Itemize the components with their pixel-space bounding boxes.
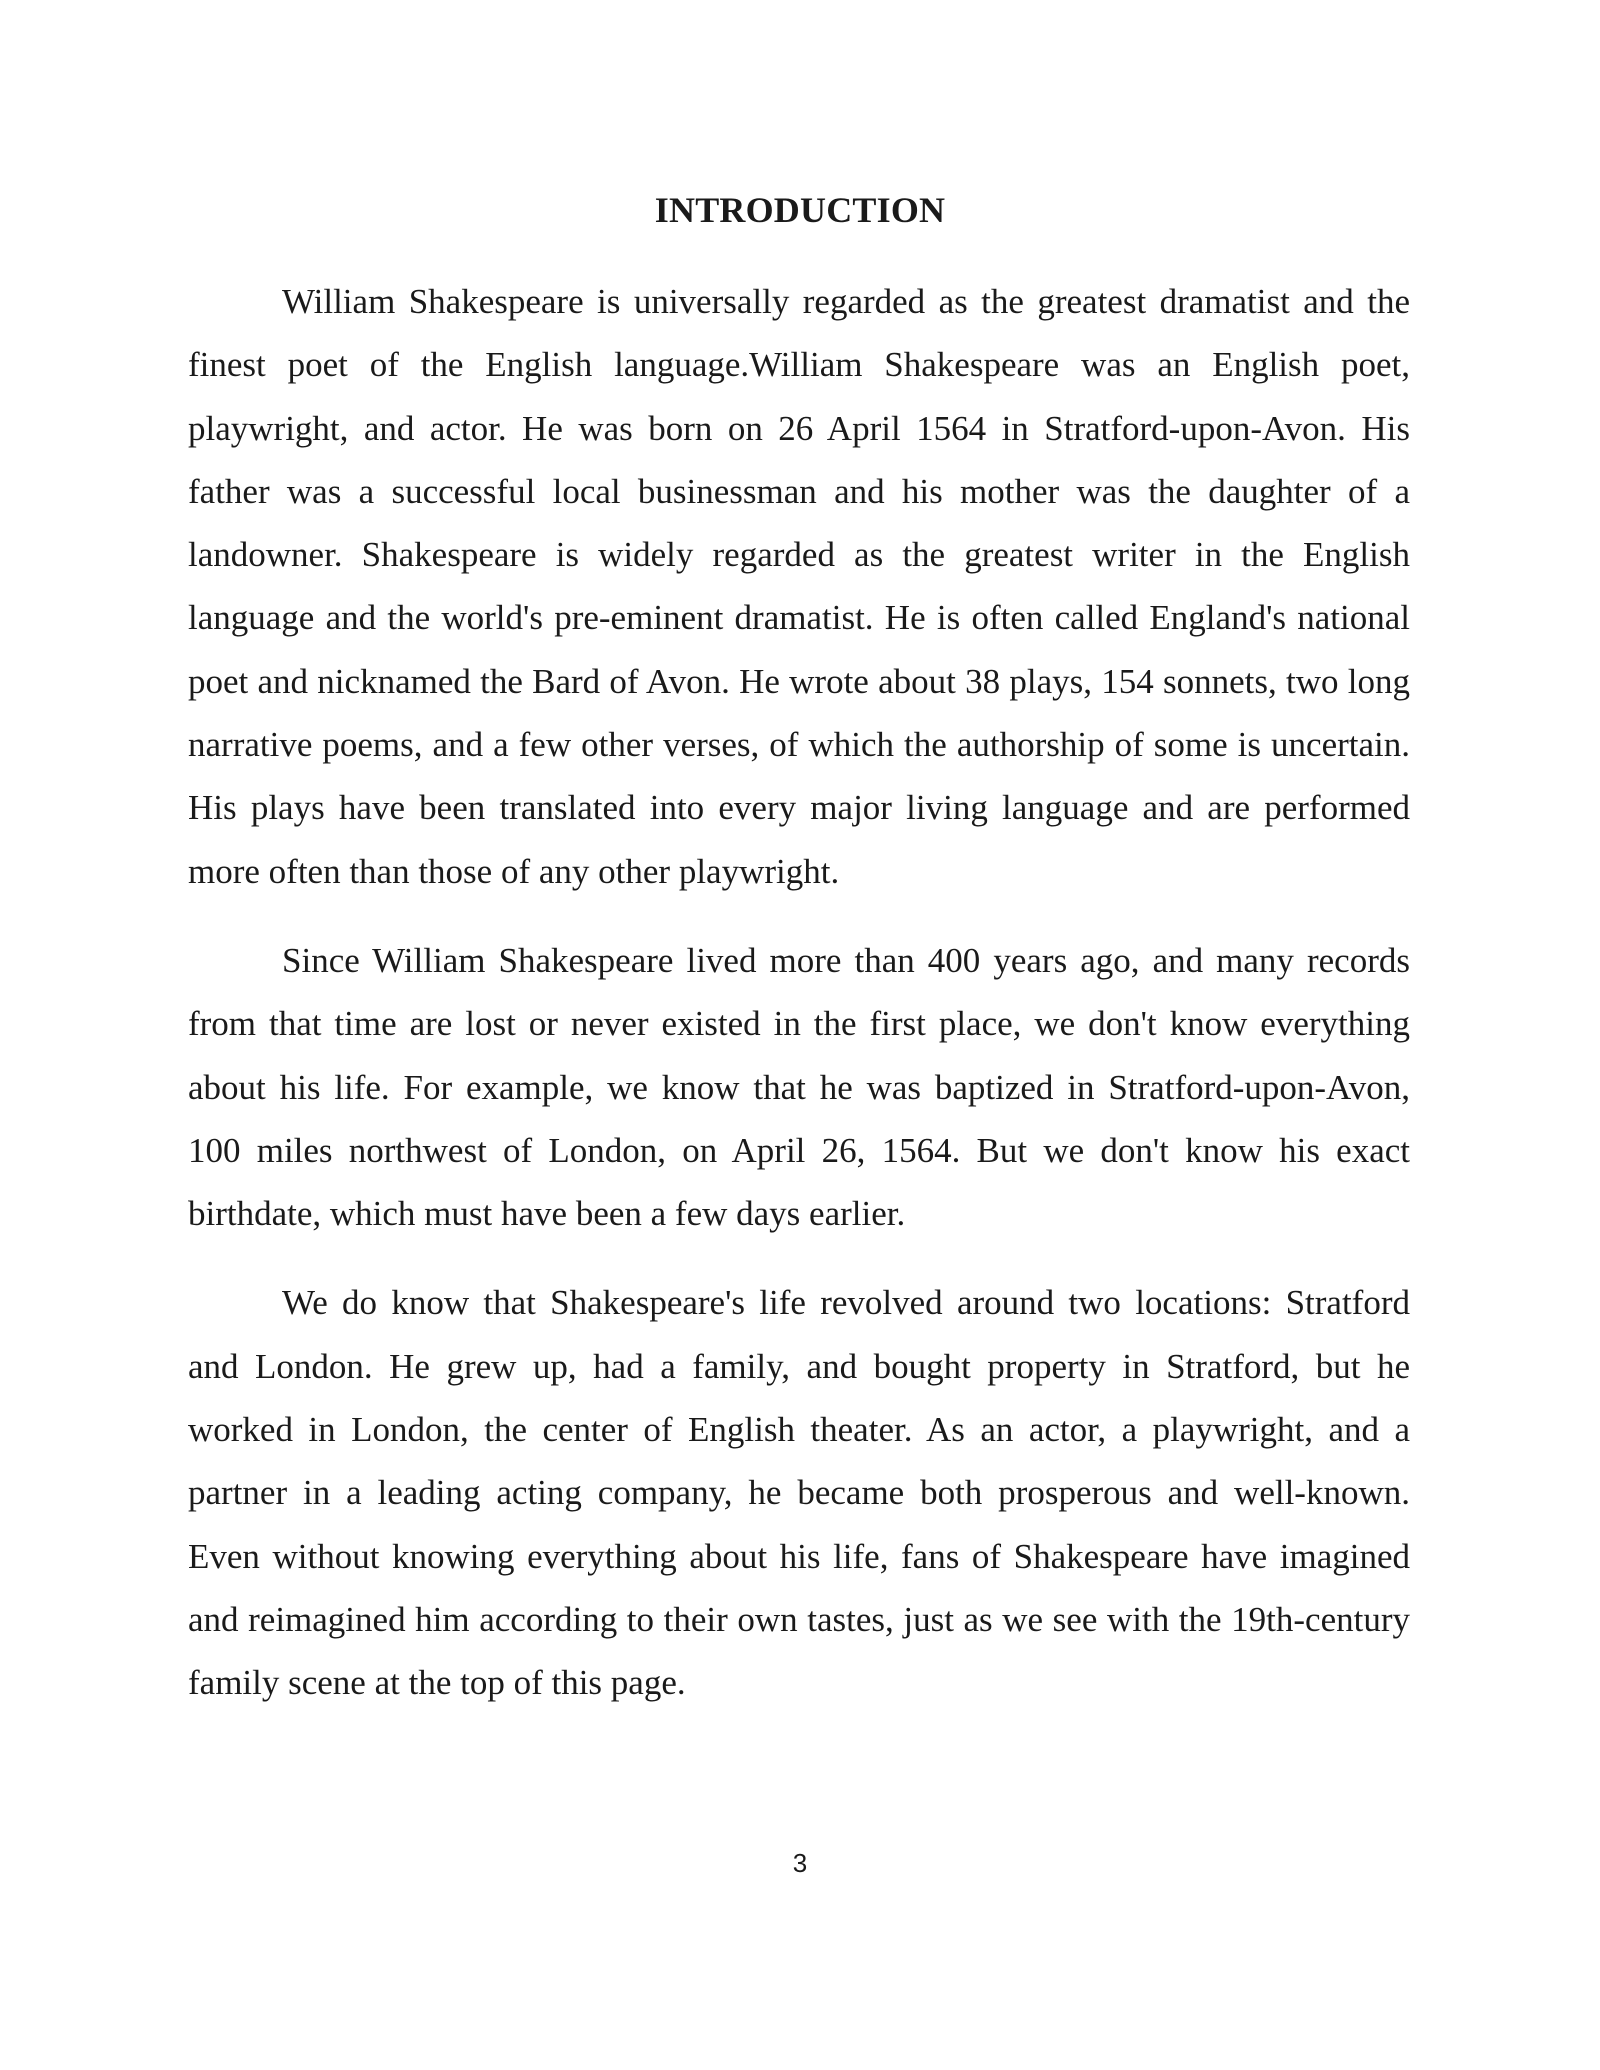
paragraph-1: William Shakespeare is universally regarded as the greatest dramatist and the finest poet of the English language.William Shakespeare was an English poet, playwright, and actor. He was born on 26 April 1564 in Stratford-upon-Avon. His father was a successful local businessman and his mother was the daughter of a landowner. Shakespeare is widely regarded as the greatest writer in the English language and the world's pre-eminent dramatist. He is often called England's national poet and nicknamed the Bard of Avon. He wrote about 38 plays, 154 sonnets, two long narrative poems, and a few other verses, of which the authorship of some is uncertain. His plays have been translated into every major living language and are performed more often than those of any other playwright. xyxy=(188,282,1410,891)
page-number: 3 xyxy=(792,1848,808,1878)
paragraph-3: We do know that Shakespeare's life revolved around two locations: Stratford and London. He grew up, had a family, and bought property in Stratford, but he worked in London, the center of English theater. As an actor, a playwright, and a partner in a leading acting company, he became both prosperous and well-known. Even without knowing everything about his life, fans of Shakespeare have imagined and reimagined him according to their own tastes, just as we see with the 19th-century family scene at the top of this page. xyxy=(188,1283,1410,1703)
page-title: INTRODUCTION xyxy=(654,190,946,230)
body-text xyxy=(188,270,1410,1741)
paragraph-2: Since William Shakespeare lived more than 400 years ago, and many records from that time are lost or never existed in the first place, we don't know everything about his life. For example, we know that he was baptized in Stratford-upon-Avon, 100 miles northwest of London, on April 26, 1564. But we don't know his exact birthdate, which must have been a few days earlier. xyxy=(188,940,1410,1234)
